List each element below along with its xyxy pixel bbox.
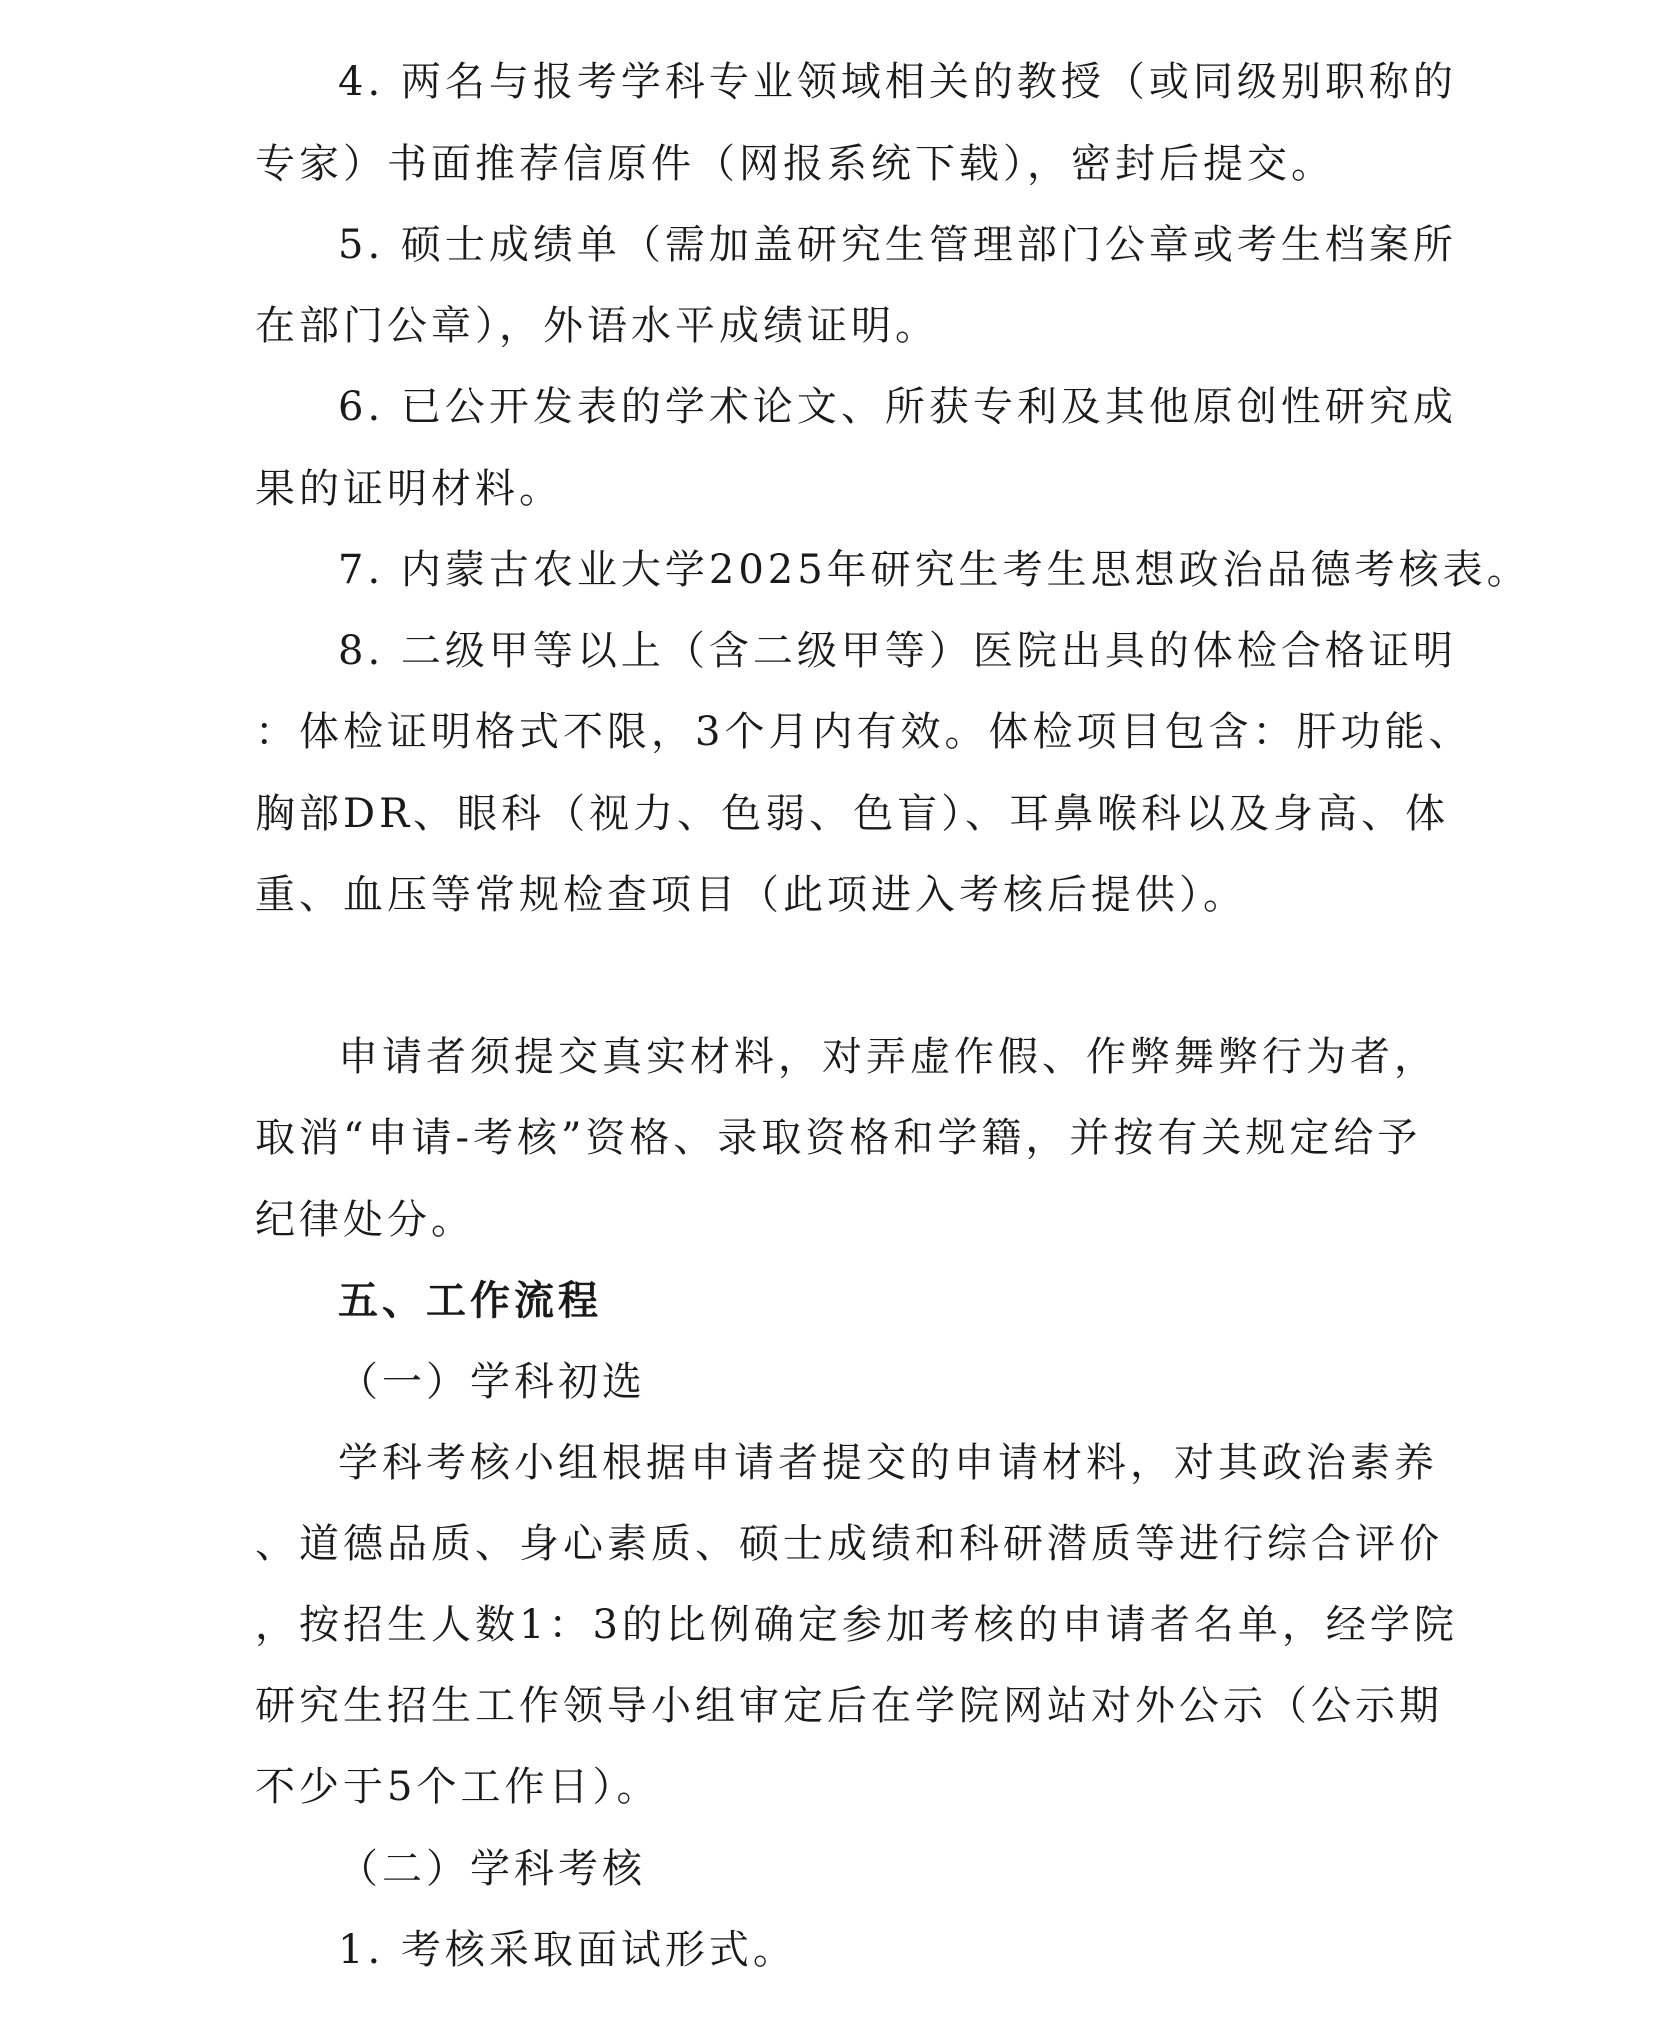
sub1-line2: 、道德品质、身心素质、硕士成绩和科研潜质等进行综合评价 (255, 1521, 1443, 1567)
sub1-line4: 研究生招生工作领导小组审定后在学院网站对外公示（公示期 (255, 1683, 1443, 1729)
item5-line2: 在部门公章），外语水平成绩证明。 (255, 303, 939, 349)
item6-line2: 果的证明材料。 (255, 466, 563, 512)
item5-line1: 5. 硕士成绩单（需加盖研究生管理部门公章或考生档案所 (338, 222, 1457, 268)
item8-line1: 8. 二级甲等以上（含二级甲等）医院出具的体检合格证明 (338, 628, 1457, 674)
item6-line1: 6. 已公开发表的学术论文、所获专利及其他原创性研究成 (338, 384, 1457, 430)
notice-line3: 纪律处分。 (255, 1197, 475, 1243)
item8-line4: 重、血压等常规检查项目（此项进入考核后提供）。 (255, 872, 1247, 918)
item8-line3: 胸部DR、眼科（视力、色弱、色盲）、耳鼻喉科以及身高、体 (255, 791, 1450, 837)
sub1-heading: （一）学科初选 (338, 1359, 646, 1405)
notice-line1: 申请者须提交真实材料，对弄虚作假、作弊舞弊行为者， (338, 1034, 1438, 1080)
sub1-line5: 不少于5个工作日）。 (255, 1764, 661, 1810)
sub1-line1: 学科考核小组根据申请者提交的申请材料，对其政治素养 (338, 1440, 1438, 1486)
notice-line2: 取消“申请-考核”资格、录取资格和学籍，并按有关规定给予 (255, 1115, 1422, 1161)
item8-line2: ：体检证明格式不限，3个月内有效。体检项目包含：肝功能、 (255, 709, 1473, 755)
item4-line1: 4. 两名与报考学科专业领域相关的教授（或同级别职称的 (338, 59, 1457, 105)
sub2-line1: 1. 考核采取面试形式。 (338, 1927, 797, 1973)
item7-line1: 7. 内蒙古农业大学2025年研究生考生思想政治品德考核表。 (338, 547, 1531, 593)
item4-line2: 专家）书面推荐信原件（网报系统下载），密封后提交。 (255, 141, 1335, 187)
sub1-line3: ，按招生人数1：3的比例确定参加考核的申请者名单，经学院 (255, 1602, 1458, 1648)
sub2-heading: （二）学科考核 (338, 1846, 646, 1892)
section5-heading: 五、工作流程 (338, 1278, 602, 1324)
